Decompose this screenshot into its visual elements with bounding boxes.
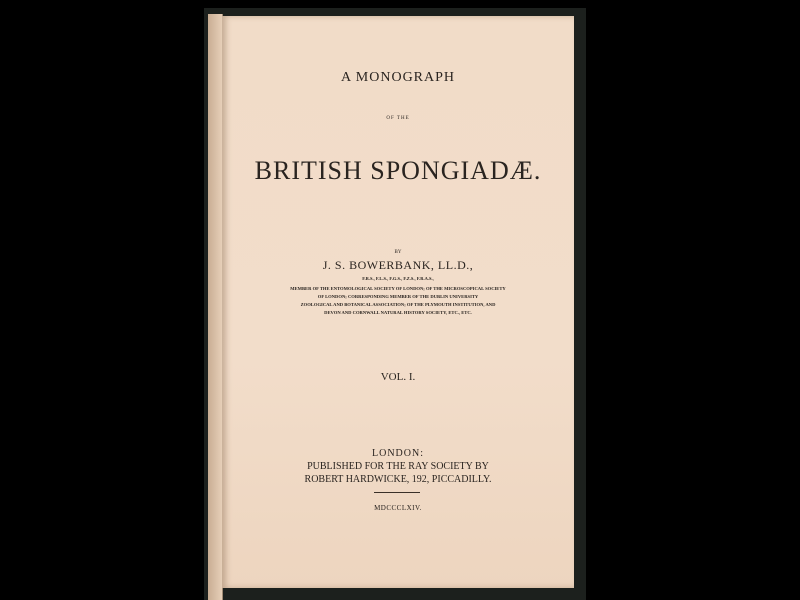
- volume: VOL. I.: [380, 371, 416, 383]
- of-the: OF THE: [386, 116, 410, 121]
- by-label: BY: [394, 250, 402, 255]
- title-page: [222, 16, 574, 588]
- place: LONDON:: [372, 448, 424, 459]
- author: J. S. BOWERBANK, LL.D.,: [322, 258, 474, 272]
- affiliation-line: ZOOLOGICAL AND BOTANICAL ASSOCIATION; OF THE PLYMOUTH INSTITUTION, AND: [300, 302, 496, 307]
- author-honors: F.R.S., F.L.S., F.G.S., F.Z.S., F.R.A.S.,: [362, 276, 434, 281]
- year: MDCCCLXIV.: [374, 504, 422, 512]
- book-title: BRITISH SPONGIADÆ.: [254, 156, 542, 185]
- publisher-line-2: ROBERT HARDWICKE, 192, PICCADILLY.: [304, 474, 492, 485]
- publisher-line-1: PUBLISHED FOR THE RAY SOCIETY BY: [307, 461, 489, 472]
- previous-page-edge: [208, 14, 223, 600]
- affiliation-line: OF LONDON; CORRESPONDING MEMBER OF THE DUBLIN UNIVERSITY: [317, 294, 479, 299]
- divider-rule: [374, 492, 420, 493]
- affiliation-line: DEVON AND CORNWALL NATURAL HISTORY SOCIETY, ETC., ETC.: [324, 310, 472, 315]
- pre-title: A MONOGRAPH: [340, 70, 456, 85]
- affiliation-line: MEMBER OF THE ENTOMOLOGICAL SOCIETY OF LONDON; OF THE MICROSCOPICAL SOCIETY: [290, 286, 506, 291]
